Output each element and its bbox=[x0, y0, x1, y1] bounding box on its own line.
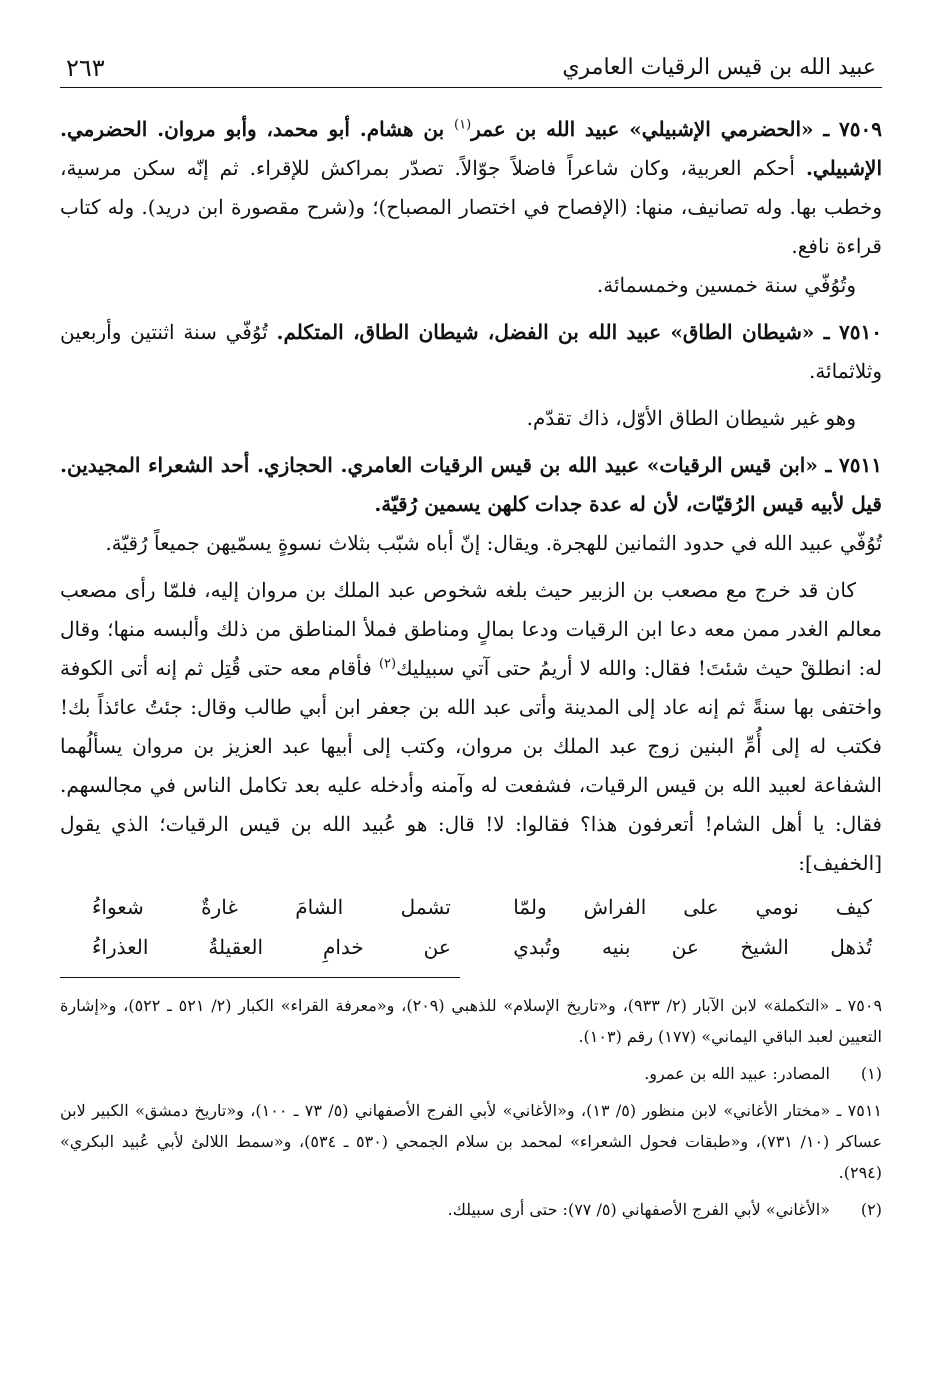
entry-7511-heading: ٧٥١١ ـ «ابن قيس الرقيات» عبيد الله بن قيس الرقيات العامري. الحجازي. أحد الشعراء المجيدين. قيل لأبيه قيس الرُقيّات، لأن له عدة جدات كلهن يسمين رُقيّة. bbox=[60, 453, 882, 516]
footnote-2 bbox=[60, 1194, 882, 1225]
entry-7511-death: تُوُفّي عبيد الله في حدود الثمانين للهجرة. ويقال: إنّ أباه شبّب بثلاث نسوةٍ يسمّيهن جميعاً رُقيّة. bbox=[105, 531, 882, 555]
footnote-ref-1[interactable]: (١) bbox=[454, 117, 472, 133]
footnote-sources-7511: ٧٥١١ ـ «مختار الأغاني» لابن منظور (٥/ ١٣)، و«الأغاني» لأبي الفرج الأصفهاني (٥/ ٧٣ ـ ١٠٠)، و«تاريخ دمشق» الكبير لابن عساكر (١٠/ ٧٣١)، و«طبقات فحول الشعراء» لمحمد بن سلام الجمحي (٥٣٠ ـ ٥٣٤)، و«سمط اللالئ لأبي عُبيد البكري» (٢٩٤). bbox=[60, 1101, 882, 1182]
page-number: ٢٦٣ bbox=[66, 54, 105, 82]
poem-verse-1 bbox=[92, 887, 872, 927]
poem-verse-2-second-hemistich: عن خدامِ العقيلةُ العذراءُ bbox=[92, 935, 451, 959]
running-title: عبيد الله بن قيس الرقيات العامري bbox=[562, 55, 876, 80]
entry-7511-story bbox=[60, 571, 882, 883]
page-header bbox=[60, 38, 882, 88]
footnote-1-mark: (١) bbox=[860, 1064, 882, 1083]
entry-7510-note: وهو غير شيطان الطاق الأوّل، ذاك تقدّم. bbox=[526, 406, 856, 430]
poem-verse-2-first-hemistich: تُذهل الشيخ عن بنيه وتُبدي bbox=[513, 935, 872, 959]
poem-verse-2 bbox=[92, 927, 872, 967]
footnote-ref-2[interactable]: (٢) bbox=[378, 656, 397, 672]
entry-7511-story-cont: فأقام معه حتى قُتِل ثم إنه أتى الكوفة واختفى بها سنةً ثم إنه عاد إلى المدينة وأتى عبد الله بن جعفر ابن أبي طالب وقال: جئتُ عائذاً بك! فكتب له إلى أُمِّ البنين زوج عبد الملك بن مروان، وكتب إلى أبيها عبد العزيز بن مروان يسألُهما الشفاعة لعبيد الله بن قيس الرقيات، فشفعت له وآمنه وأدخله عليه بعد تكامل الناس في مجالسهم. فقال: يا أهل الشام! أتعرفون هذا؟ فقالوا: لا! قال: هو عُبيد الله بن قيس الرقيات؛ الذي يقول [الخفيف]: bbox=[60, 656, 882, 875]
entry-7509-text: أحكم العربية، وكان شاعراً فاضلاً جوّالاً. تصدّر بمراكش للإقراء. ثم إنّه سكن مرسية، وخطب بها. وله تصانيف، منها: (الإفصاح في اختصار المصباح)؛ و(شرح مقصورة ابن دريد). وله كتاب قراءة نافع. bbox=[60, 156, 882, 258]
poem bbox=[92, 887, 872, 967]
footnote-2-mark: (٢) bbox=[860, 1200, 882, 1219]
footnote-1 bbox=[60, 1058, 882, 1089]
footnote-2-text: «الأغاني» لأبي الفرج الأصفهاني (٥/ ٧٧): حتى أرى سبيلك. bbox=[447, 1200, 830, 1219]
entry-7509 bbox=[60, 110, 882, 266]
footnote-1-text: المصادر: عبيد الله بن عمرو. bbox=[644, 1064, 830, 1083]
poem-verse-1-second-hemistich: تشمل الشامَ غارةٌ شعواءُ bbox=[92, 895, 451, 919]
poem-verse-1-first-hemistich: كيف نومي على الفراش ولمّا bbox=[513, 895, 872, 919]
entry-7509-names: بن هشام. أبو محمد، وأبو مروان. الحضرمي. الإشبيلي. bbox=[60, 117, 882, 180]
entry-7511 bbox=[60, 446, 882, 524]
entry-7511-story-text: كان قد خرج مع مصعب بن الزبير حيث بلغه شخوص عبد الملك بن مروان إليه، فلمّا رأى مصعب معالم الغدر ممن معه دعا ابن الرقيات ودعا بمالٍ ومناطق فملأ المناطق من ذلك وألبسه منها؛ وقال له: انطلقْ حيث شئتَ! فقال: والله لا أريمُ حتى آتي سبيليك bbox=[60, 578, 883, 680]
entry-7510-text: تُوُفّي سنة اثنتين وأربعين وثلاثمائة. bbox=[60, 320, 882, 383]
entry-7510 bbox=[60, 313, 882, 391]
footnote-sources-7509: ٧٥٠٩ ـ «التكملة» لابن الآبار (٢/ ٩٣٣)، و«تاريخ الإسلام» للذهبي (٢٠٩)، و«معرفة القراء» الكبار (٢/ ٥٢١ ـ ٥٢٢)، و«إشارة التعيين لعبد الباقي اليماني» (١٧٧) رقم (١٠٣). bbox=[60, 996, 883, 1046]
page-body bbox=[60, 110, 882, 1225]
entry-7510-heading: ٧٥١٠ ـ «شيطان الطاق» عبيد الله بن الفضل، شيطان الطاق، المتكلم. bbox=[276, 320, 882, 344]
footnotes bbox=[60, 990, 882, 1225]
footnotes-divider bbox=[60, 977, 460, 978]
entry-7509-death: وتُوُفّي سنة خمسين وخمسمائة. bbox=[596, 273, 856, 297]
entry-7509-heading: ٧٥٠٩ ـ «الحضرمي الإشبيلي» عبيد الله بن عمر bbox=[471, 117, 882, 141]
